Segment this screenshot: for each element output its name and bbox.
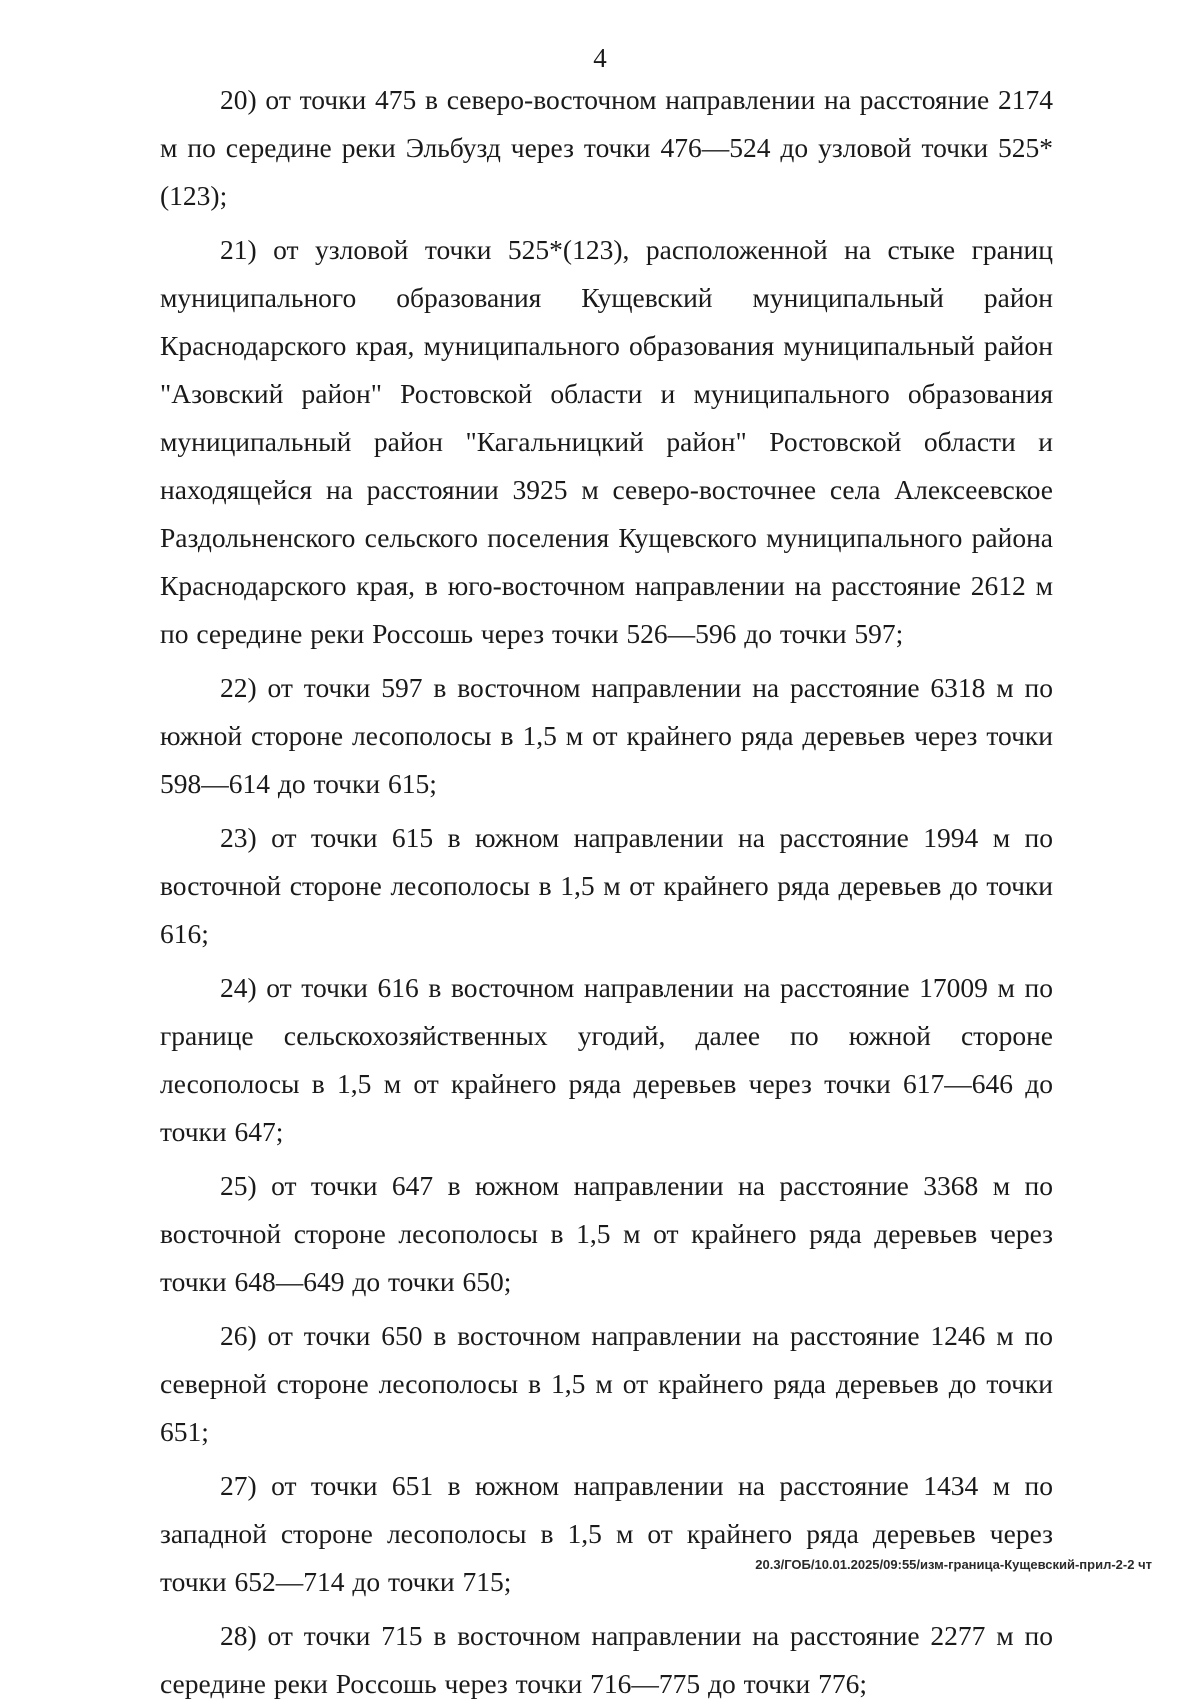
paragraph-28: 28) от точки 715 в восточном направлении на расстояние 2277 м по середине реки Россошь через точки 716—775 до точки 776; bbox=[160, 1620, 1053, 1699]
footer-file-stamp: 20.3/ГОБ/10.01.2025/09:55/изм-граница-Кущевский-прил-2-2 чт bbox=[755, 1557, 1152, 1572]
document-body bbox=[160, 76, 1053, 1708]
paragraph-25: 25) от точки 647 в южном направлении на расстояние 3368 м по восточной стороне лесополосы в 1,5 м от крайнего ряда деревьев через точки 648—649 до точки 650; bbox=[160, 1170, 1053, 1297]
paragraph-24: 24) от точки 616 в восточном направлении на расстояние 17009 м по границе сельскохозяйственных угодий, далее по южной стороне лесополосы в 1,5 м от крайнего ряда деревьев через точки 617—646 до точки 647; bbox=[160, 972, 1053, 1147]
paragraph-26: 26) от точки 650 в восточном направлении на расстояние 1246 м по северной стороне лесополосы в 1,5 м от крайнего ряда деревьев до точки 651; bbox=[160, 1320, 1053, 1447]
paragraph-27: 27) от точки 651 в южном направлении на расстояние 1434 м по западной стороне лесополосы в 1,5 м от крайнего ряда деревьев через точки 652—714 до точки 715; bbox=[160, 1470, 1053, 1597]
page-number: 4 bbox=[593, 43, 607, 73]
paragraph-22: 22) от точки 597 в восточном направлении на расстояние 6318 м по южной стороне лесополосы в 1,5 м от крайнего ряда деревьев через точки 598—614 до точки 615; bbox=[160, 672, 1053, 799]
paragraph-20: 20) от точки 475 в северо-восточном направлении на расстояние 2174 м по середине реки Эльбузд через точки 476—524 до узловой точки 525*(123); bbox=[160, 84, 1053, 211]
paragraph-23: 23) от точки 615 в южном направлении на расстояние 1994 м по восточной стороне лесополосы в 1,5 м от крайнего ряда деревьев до точки 616; bbox=[160, 822, 1053, 949]
paragraph-21: 21) от узловой точки 525*(123), расположенной на стыке границ муниципального образования Кущевский муниципальный район Краснодарского края, муниципального образования муниципальный район "Азовский район" Ростовской области и муниципального образования муниципальный район "Кагальницкий район" Ростовской области и находящейся на расстоянии 3925 м северо-восточнее села Алексеевское Раздольненского сельского поселения Кущевского муниципального района Краснодарского края, в юго-восточном направлении на расстояние 2612 м по середине реки Россошь через точки 526—596 до точки 597; bbox=[160, 234, 1053, 649]
